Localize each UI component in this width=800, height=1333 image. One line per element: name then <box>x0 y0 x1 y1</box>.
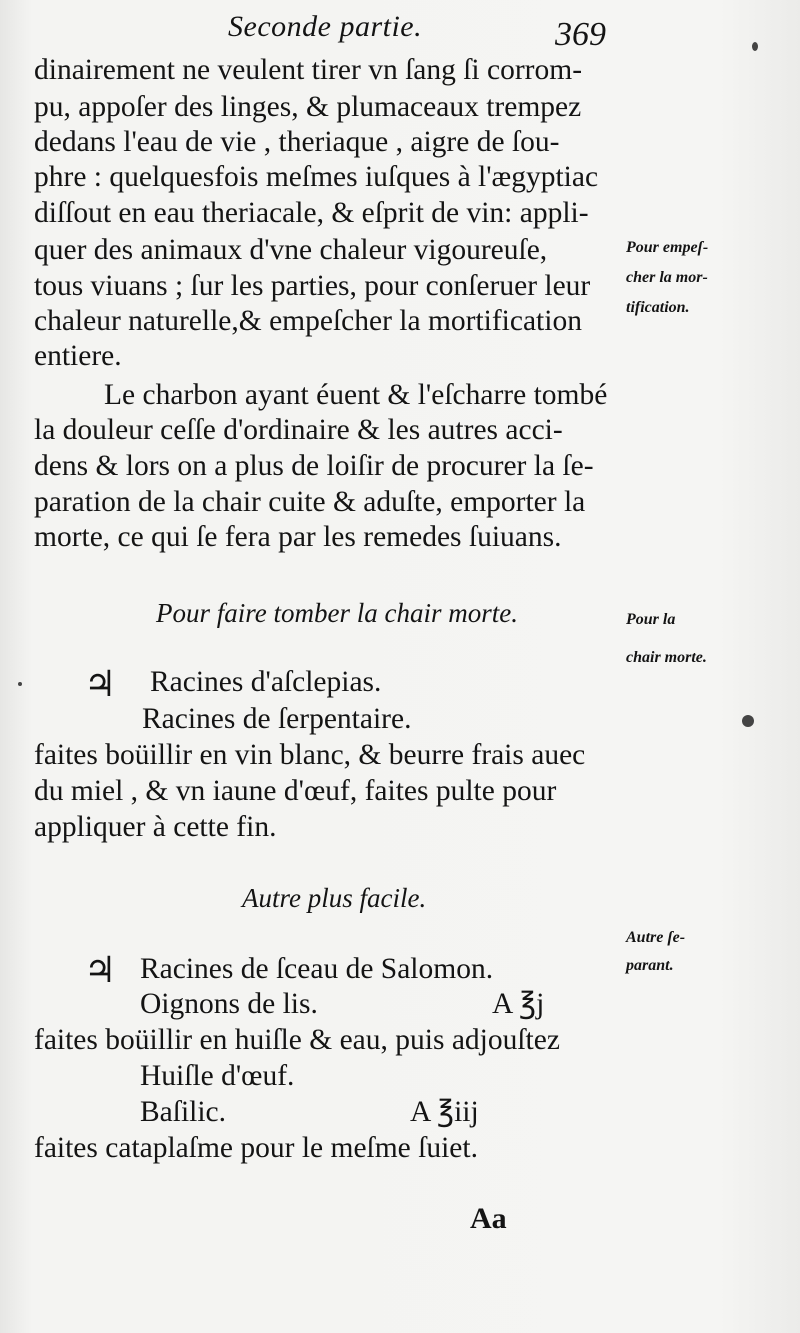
instruction-line: appliquer à cette fin. <box>34 811 277 843</box>
body-line: quer des animaux d'vne chaleur vigoureuſe, <box>34 234 548 266</box>
page-number: 369 <box>555 16 606 53</box>
ingredient-line: Oignons de lis. <box>140 988 318 1020</box>
instruction-line: faites cataplaſme pour le meſme ſuiet. <box>34 1132 478 1164</box>
ingredient-line: Huiſle d'œuf. <box>140 1060 295 1092</box>
ingredient-line: Racines d'aſclepias. <box>150 666 382 698</box>
instruction-line: faites boüillir en huiſle & eau, puis adjouſtez <box>34 1024 560 1056</box>
body-line: phre : quelquesfois meſmes iuſques à l'ægyptiac <box>34 161 599 193</box>
recipe-symbol: ♃ <box>84 664 117 704</box>
instruction-line: faites boüillir en vin blanc, & beurre frais auec <box>34 739 586 771</box>
body-line: dedans l'eau de vie , theriaque , aigre de ſou- <box>34 126 560 158</box>
signature-mark: Aa <box>470 1202 507 1235</box>
body-line: diſſout en eau theriacale, & eſprit de vin: appli- <box>34 197 589 229</box>
instruction-line: du miel , & vn iaune d'œuf, faites pulte pour <box>34 775 557 807</box>
body-line: pu, appoſer des linges, & plumaceaux trempez <box>34 91 582 123</box>
body-line: chaleur naturelle,& empeſcher la mortification <box>34 305 582 337</box>
body-line: la douleur ceſſe d'ordinaire & les autres acci- <box>34 414 563 446</box>
body-line: dens & lors on a plus de loiſir de procurer la ſe- <box>34 450 594 482</box>
body-line: tous viuans ; ſur les parties, pour conſeruer leur <box>34 270 591 302</box>
body-line: Le charbon ayant éuent & l'eſcharre tombé <box>104 379 608 411</box>
running-head: Seconde partie. <box>228 10 423 43</box>
margin-note-line: chair morte. <box>626 649 707 666</box>
margin-note-line: parant. <box>626 957 674 974</box>
margin-note-line: tification. <box>626 299 690 316</box>
recipe-symbol: ♃ <box>84 950 117 990</box>
quantity-label: A ℥iij <box>410 1096 479 1128</box>
section-heading: Pour faire tomber la chair morte. <box>156 598 518 628</box>
ingredient-line: Baſilic. <box>140 1096 227 1128</box>
margin-note-line: Pour empeſ- <box>626 239 709 256</box>
ingredient-line: Racines de ſceau de Salomon. <box>140 953 494 985</box>
ink-speck <box>18 682 22 686</box>
margin-note-line: Autre ſe- <box>626 929 686 946</box>
margin-note-line: Pour la <box>626 611 676 628</box>
body-line: morte, ce qui ſe fera par les remedes ſuiuans. <box>34 521 562 553</box>
margin-note-line: cher la mor- <box>626 269 708 286</box>
quantity-label: A ℥j <box>492 988 545 1020</box>
section-heading: Autre plus facile. <box>242 883 427 913</box>
ingredient-line: Racines de ſerpentaire. <box>142 703 412 735</box>
ink-speck <box>752 42 758 51</box>
ink-speck <box>742 715 754 727</box>
body-line: entiere. <box>34 340 122 372</box>
body-line: dinairement ne veulent tirer vn ſang ſi corrom- <box>34 54 583 86</box>
body-line: paration de la chair cuite & aduſte, emporter la <box>34 486 586 518</box>
